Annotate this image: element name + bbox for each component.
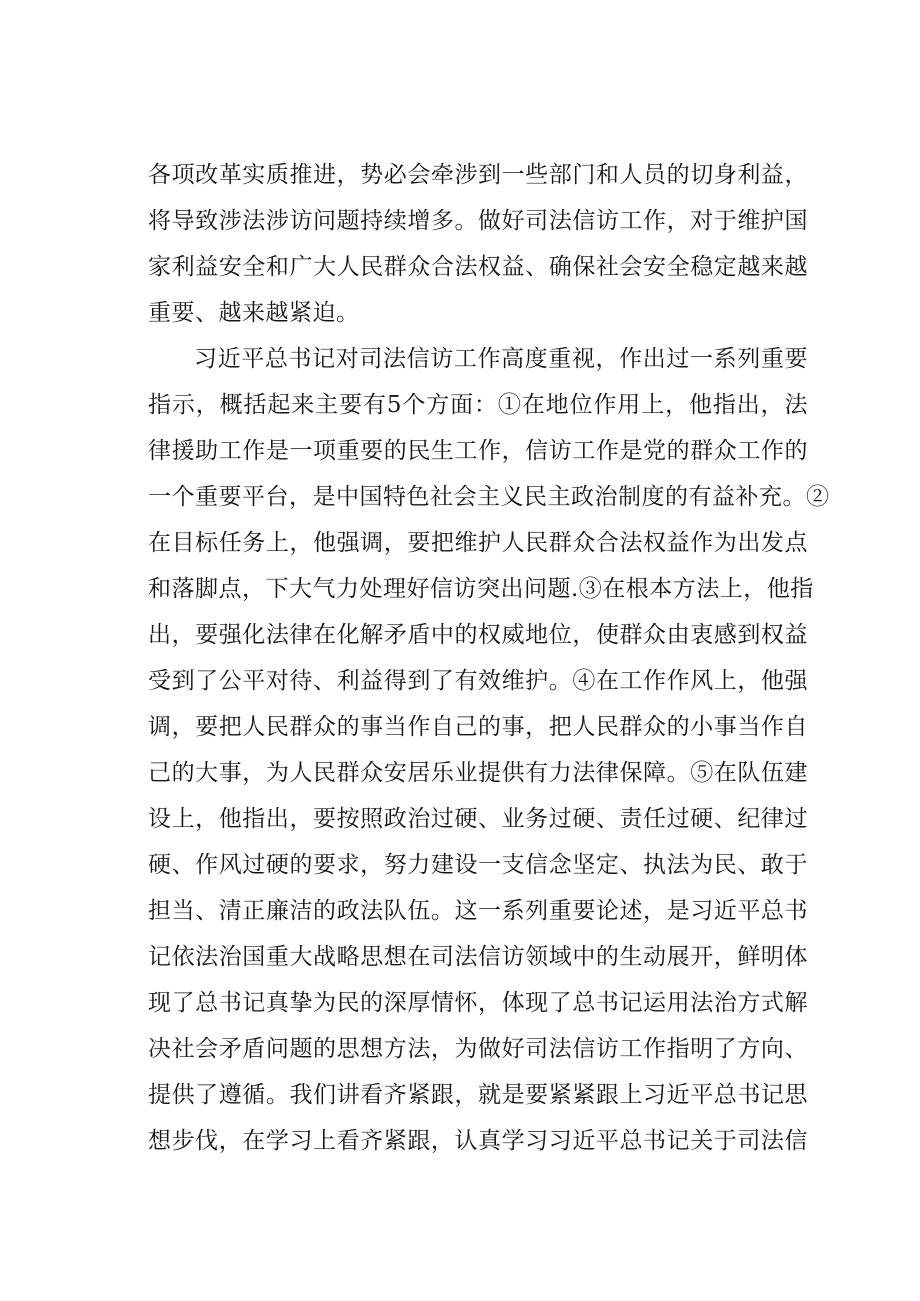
- text-line: 习近平总书记对司法信访工作高度重视，作出过一系列重要: [194, 346, 808, 372]
- text-line: 重要、越来越紧迫。: [148, 300, 360, 326]
- text-line: 各项改革实质推进，势必会牵涉到一些部门和人员的切身利益，: [148, 162, 808, 188]
- text-line: 决社会矛盾问题的思想方法，为做好司法信访工作指明了方向、: [148, 1036, 808, 1062]
- text-line: 己的大事，为人民群众安居乐业提供有力法律保障。⑤在队伍建: [148, 760, 808, 786]
- text-line: 家利益安全和广大人民群众合法权益、确保社会安全稳定越来越: [148, 254, 808, 280]
- text-line: 指示，概括起来主要有5个方面：①在地位作用上，他指出，法: [148, 392, 808, 418]
- text-line: 记依法治国重大战略思想在司法信访领域中的生动展开，鲜明体: [148, 944, 808, 970]
- paragraph-2: [148, 336, 830, 1164]
- text-line: 出，要强化法律在化解矛盾中的权威地位，使群众由衷感到权益: [148, 622, 808, 648]
- text-line: 将导致涉法涉访问题持续增多。做好司法信访工作，对于维护国: [148, 208, 808, 234]
- text-line: 设上，他指出，要按照政治过硬、业务过硬、责任过硬、纪律过: [148, 806, 808, 832]
- text-line: 在目标任务上，他强调，要把维护人民群众合法权益作为出发点: [148, 530, 808, 556]
- text-line: 受到了公平对待、利益得到了有效维护。④在工作作风上，他强: [148, 668, 808, 694]
- text-line: 现了总书记真挚为民的深厚情怀，体现了总书记运用法治方式解: [148, 990, 808, 1016]
- text-line: 律援助工作是一项重要的民生工作，信访工作是党的群众工作的: [148, 438, 808, 464]
- text-line: 想步伐，在学习上看齐紧跟，认真学习习近平总书记关于司法信: [148, 1128, 808, 1154]
- text-line: 一个重要平台，是中国特色社会主义民主政治制度的有益补充。②: [148, 484, 830, 510]
- text-line: 担当、清正廉洁的政法队伍。这一系列重要论述，是习近平总书: [148, 898, 808, 924]
- text-line: 硬、作风过硬的要求，努力建设一支信念坚定、执法为民、敢于: [148, 852, 808, 878]
- text-line: 提供了遵循。我们讲看齐紧跟，就是要紧紧跟上习近平总书记思: [148, 1082, 808, 1108]
- text-line: 和落脚点，下大气力处理好信访突出问题.③在根本方法上，他指: [148, 576, 814, 602]
- body-text: [148, 152, 830, 1164]
- text-line: 调，要把人民群众的事当作自己的事，把人民群众的小事当作自: [148, 714, 808, 740]
- paragraph-1: [148, 152, 808, 336]
